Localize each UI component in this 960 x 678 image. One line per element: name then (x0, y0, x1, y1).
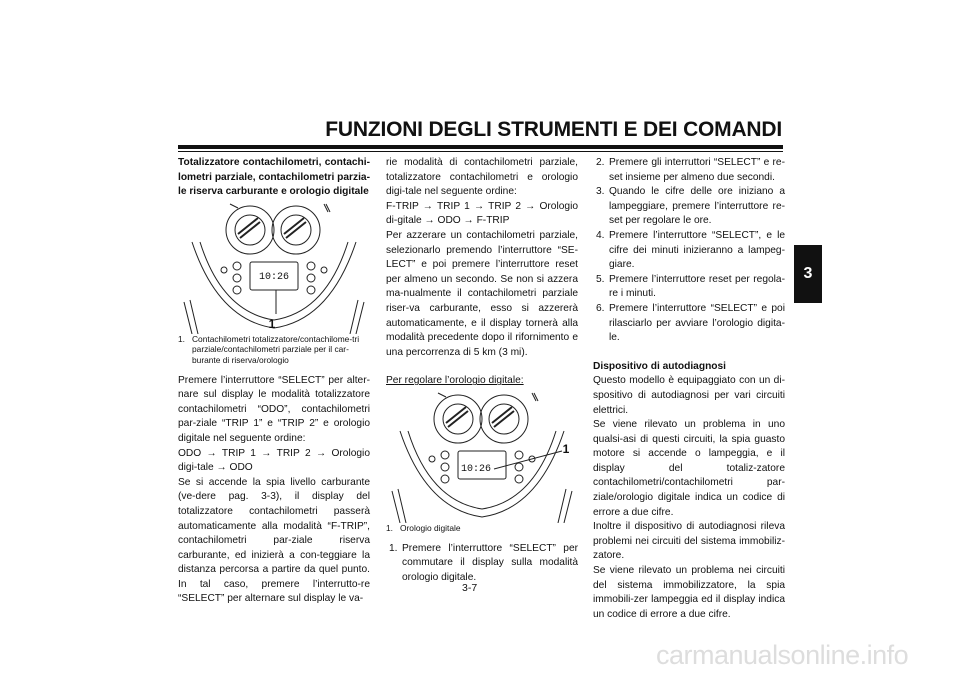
header-rule-thin (178, 151, 783, 152)
page-number: 3-7 (462, 582, 478, 594)
caption-text: Contachilometri totalizzatore/contachilome-tri parziale/contachilometri parziale per il car-burante di riserva/orologio (192, 333, 360, 365)
list-item (593, 229, 785, 273)
figure-caption-2 (386, 523, 578, 534)
paragraph: Se viene rilevato un problema nei circuiti del sistema immobilizzatore, la spia immobili-zer lampeggia ed il display indica un codice di errore a due cifre. (593, 565, 785, 620)
caption-number: 1. (386, 522, 393, 533)
step-text: Quando le cifre delle ore iniziano a lampeggiare, premere l’interruttore re-set per regolare le ore. (609, 186, 785, 227)
step-text: Premere l’interruttore “SELECT” per commutare il display sulla modalità orologio digitale. (402, 542, 578, 583)
watermark: carmanualsonline.info (656, 640, 909, 670)
page-header-title: FUNZIONI DEGLI STRUMENTI E DEI COMANDI (325, 118, 782, 141)
column-2 (386, 156, 578, 585)
list-item (593, 185, 785, 229)
column-3 (593, 156, 785, 622)
step-text: Premere l’interruttore “SELECT”, e le cifre dei minuti inizieranno a lampeg-giare. (609, 229, 785, 271)
figure-callout-1: 1 (268, 316, 276, 331)
step-text: Premere gli interruttori “SELECT” e re-set insieme per almeno due secondi. (609, 157, 785, 183)
paragraph: Se si accende la spia livello carburante (ve-dere pag. 3-3), il display del totalizzatore contachilometri passerà automaticamente alla modalità “F-TRIP”, contachilometri par-ziale riserva carburante, ed inizierà a con-teggiare la distanza percorsa a partire da quel punto. In tal caso, premere l’interrutto-re “SELECT” per alternare sul display le va- (178, 476, 370, 605)
list-item (386, 542, 578, 586)
section-heading-odometer: Totalizzatore contachilometri, contachi-lometri parziale, contachilometri parzia-le riserva carburante e orologio digitale (178, 157, 370, 198)
mode-sequence: F-TRIP → TRIP 1 → TRIP 2 → Orologio di-gitale → ODO → F-TRIP (386, 200, 578, 227)
step-number: 4. (596, 229, 605, 241)
step-number: 6. (596, 302, 605, 314)
section-heading-diagnostics: Dispositivo di autodiagnosi (593, 360, 727, 372)
caption-number: 1. (178, 333, 185, 344)
list-item (593, 302, 785, 346)
step-number: 2. (596, 157, 605, 168)
caption-text: Orologio digitale (400, 522, 461, 533)
paragraph: Inoltre il dispositivo di autodiagnosi rileva problemi nei circuiti del sistema immobiliz-zatore. (593, 521, 785, 562)
instrument-panel-figure-1 (178, 202, 370, 334)
header-rule-thick (178, 145, 783, 149)
step-number: 1. (389, 542, 398, 554)
step-text: Premere l’interruttore reset per regola-re i minuti. (609, 273, 785, 300)
figure-caption-1 (178, 334, 370, 366)
step-number: 3. (596, 186, 605, 198)
paragraph: Per azzerare un contachilometri parziale, selezionarlo premendo l’interruttore “SE-LECT” e poi premere l’interruttore reset per almeno un secondo. Se non si azzera ma-nualmente il contachilometri parziale riser-va carburante, esso si azzererà automaticamente, e il display tornerà alla modalità precedente dopo il rifornimento e una percorrenza di 5 km (3 mi). (386, 229, 578, 358)
list-item (593, 156, 785, 185)
list-item (593, 273, 785, 302)
chapter-tab: 3 (794, 245, 822, 303)
display-time-2: 10:26 (460, 463, 492, 475)
display-time-1: 10:26 (258, 271, 290, 283)
column-1 (178, 156, 370, 607)
mode-sequence: ODO → TRIP 1 → TRIP 2 → Orologio digi-tale → ODO (178, 447, 370, 474)
figure-callout-2: 1 (562, 441, 570, 456)
step-text: Premere l’interruttore “SELECT” e poi rilasciarlo per avviare l’orologio digita-le. (609, 302, 785, 344)
instrument-panel-figure-2 (386, 391, 578, 523)
paragraph: rie modalità di contachilometri parziale, totalizzatore contachilometri e orologio digi-tale nel seguente ordine: (386, 157, 578, 198)
paragraph: Premere l’interruttore “SELECT” per alter-nare sul display le modalità totalizzatore contachilometri “ODO”, contachilometri par-ziale “TRIP 1” e “TRIP 2” e orologio digitale nel seguente ordine: (178, 374, 370, 444)
paragraph: Se viene rilevato un problema in uno qualsi-asi di questi circuiti, la spia guasto motore si accende o lampeggia, e il display del totaliz-zatore contachilometri/contachilometri par-ziale/orologio digitale indica un codice di errore a due cifre. (593, 419, 785, 518)
subheading-clock: Per regolare l’orologio digitale: (386, 375, 524, 387)
paragraph: Questo modello è equipaggiato con un di-spositivo di autodiagnosi per vari circuiti elettrici. (593, 375, 785, 416)
step-number: 5. (596, 273, 605, 285)
